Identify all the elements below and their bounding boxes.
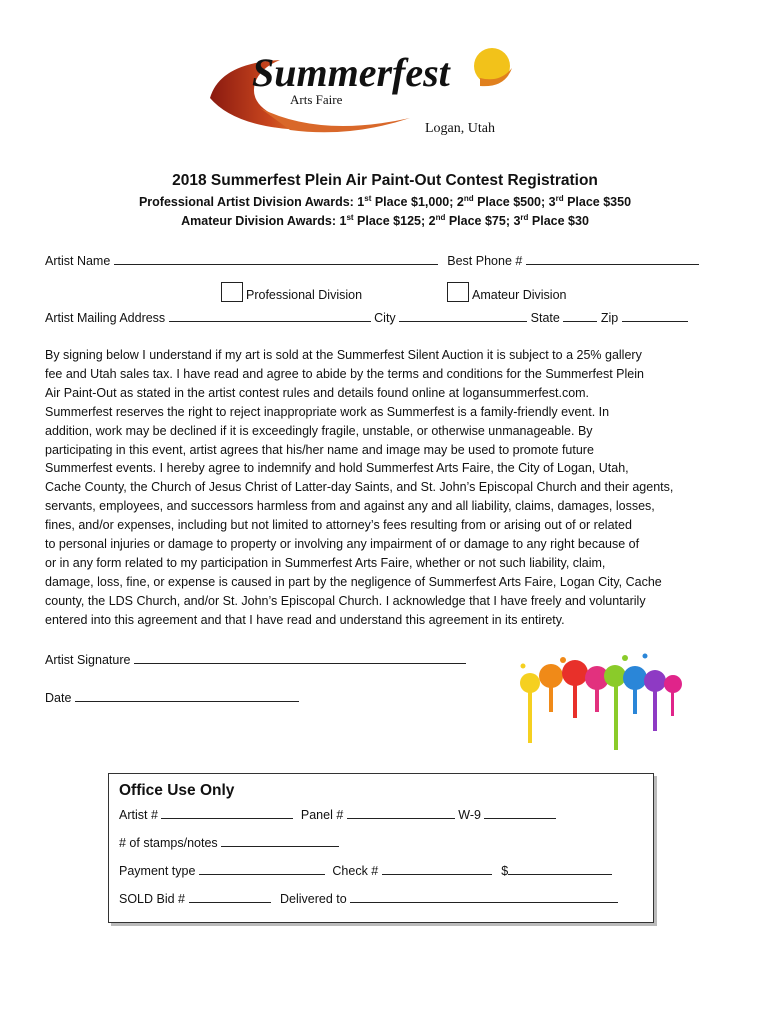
amateur-division-option[interactable] — [447, 282, 566, 302]
payment-type-label: Payment type — [119, 864, 196, 878]
office-row-3 — [119, 862, 612, 878]
zip-field[interactable] — [622, 309, 688, 322]
agreement-line: to personal injuries or damage to property or involving any impairment of or damage to any right because of — [45, 537, 640, 552]
agreement-paragraph — [45, 346, 735, 630]
logo-brand: Summerfest — [252, 50, 450, 95]
professional-division-label: Professional Division — [246, 288, 363, 302]
amateur-division-checkbox[interactable] — [447, 282, 469, 302]
agreement-line: Air Paint-Out as stated in the artist contest rules and details found online at logansummerfest.com. — [45, 385, 590, 400]
date-label: Date — [45, 691, 72, 705]
artist-signature-field[interactable] — [134, 651, 466, 664]
city-label: City — [374, 311, 396, 325]
artist-signature-label: Artist Signature — [45, 653, 131, 667]
amateur-division-label: Amateur Division — [472, 288, 567, 302]
summerfest-logo — [200, 38, 530, 138]
amateur-awards: Amateur Division Awards: 1st Place $125; 2nd Place $75; 3rd Place $30 — [181, 213, 589, 229]
signature-row — [45, 651, 466, 667]
mailing-address-field[interactable] — [169, 309, 371, 322]
stamps-notes-field[interactable] — [221, 834, 339, 847]
office-row-2 — [119, 834, 339, 850]
agreement-line: entered into this agreement and that I have read and understand this agreement in its entirety. — [45, 612, 565, 627]
mailing-address-label: Artist Mailing Address — [45, 311, 166, 325]
delivered-to-label: Delivered to — [279, 892, 347, 906]
city-field[interactable] — [399, 309, 527, 322]
paint-splash-image — [515, 648, 685, 758]
office-use-heading: Office Use Only — [119, 782, 235, 799]
agreement-line: Summerfest events. I hereby agree to indemnify and hold Summerfest Arts Faire, the City of Logan, Utah, — [45, 461, 629, 476]
payment-type-field[interactable] — [199, 862, 325, 875]
address-row — [45, 309, 688, 325]
agreement-line: servants, employees, and successors harmless from and against any and all liability, claims, damages, losses, — [45, 499, 655, 514]
date-field[interactable] — [75, 689, 299, 702]
office-row-1 — [119, 806, 556, 822]
zip-label: Zip — [600, 311, 619, 325]
agreement-line: Summerfest reserves the right to reject inappropriate work as Summerfest is a family-friendly event. In — [45, 404, 610, 419]
professional-division-checkbox[interactable] — [221, 282, 243, 302]
artist-number-label: Artist # — [119, 808, 158, 822]
professional-awards: Professional Artist Division Awards: 1st Place $1,000; 2nd Place $500; 3rd Place $350 — [138, 194, 632, 210]
agreement-line: participating in this event, artist agrees that his/her name and image may be used to promote future — [45, 442, 594, 457]
artist-number-field[interactable] — [161, 806, 293, 819]
agreement-line: Cache County, the Church of Jesus Christ of Latter-day Saints, and St. John’s Episcopal Church and their agents, — [45, 480, 674, 495]
agreement-line: addition, work may be declined if it is exceedingly fragile, unstable, or otherwise unmanageable. By — [45, 423, 593, 438]
stamps-notes-label: # of stamps/notes — [119, 836, 218, 850]
check-number-field[interactable] — [382, 862, 492, 875]
agreement-line: or in any form related to my participation in Summerfest Arts Faire, whether or not such liability, claim, — [45, 555, 606, 570]
sold-bid-field[interactable] — [189, 890, 271, 903]
artist-name-row — [45, 252, 699, 268]
best-phone-label: Best Phone # — [447, 254, 523, 268]
office-use-box — [108, 773, 654, 923]
panel-number-label: Panel # — [300, 808, 344, 822]
agreement-line: fee and Utah sales tax. I have read and agree to abide by the terms and conditions for the Summerfest Plein — [45, 366, 644, 381]
w9-label: W-9 — [458, 808, 481, 822]
office-row-4 — [119, 890, 618, 906]
state-label: State — [530, 311, 560, 325]
logo-sub: Arts Faire — [290, 92, 343, 107]
form-title: 2018 Summerfest Plein Air Paint-Out Contest Registration — [172, 172, 598, 189]
agreement-line: By signing below I understand if my art is sold at the Summerfest Silent Auction it is subject to a 25% gallery — [45, 348, 642, 362]
artist-name-label: Artist Name — [45, 254, 111, 268]
dollar-label: $ — [501, 864, 509, 878]
best-phone-field[interactable] — [526, 252, 699, 265]
date-row — [45, 689, 299, 705]
delivered-to-field[interactable] — [350, 890, 618, 903]
agreement-line: county, the LDS Church, and/or St. John’s Episcopal Church. I acknowledge that I have freely and voluntarily — [45, 593, 646, 608]
amount-field[interactable] — [508, 862, 612, 875]
sold-bid-label: SOLD Bid # — [119, 892, 186, 906]
artist-name-field[interactable] — [114, 252, 438, 265]
panel-number-field[interactable] — [347, 806, 455, 819]
logo-location: Logan, Utah — [425, 121, 495, 136]
w9-field[interactable] — [484, 806, 556, 819]
agreement-line: damage, loss, fine, or expense is caused in part by the negligence of Summerfest Arts Faire, Logan City, Cache — [45, 574, 662, 589]
check-number-label: Check # — [332, 864, 379, 878]
logo-graphic — [200, 38, 530, 138]
state-field[interactable] — [563, 309, 597, 322]
professional-division-option[interactable] — [221, 282, 362, 302]
agreement-line: fines, and/or expenses, including but not limited to attorney’s fees resulting from or arising out of or related — [45, 518, 632, 533]
